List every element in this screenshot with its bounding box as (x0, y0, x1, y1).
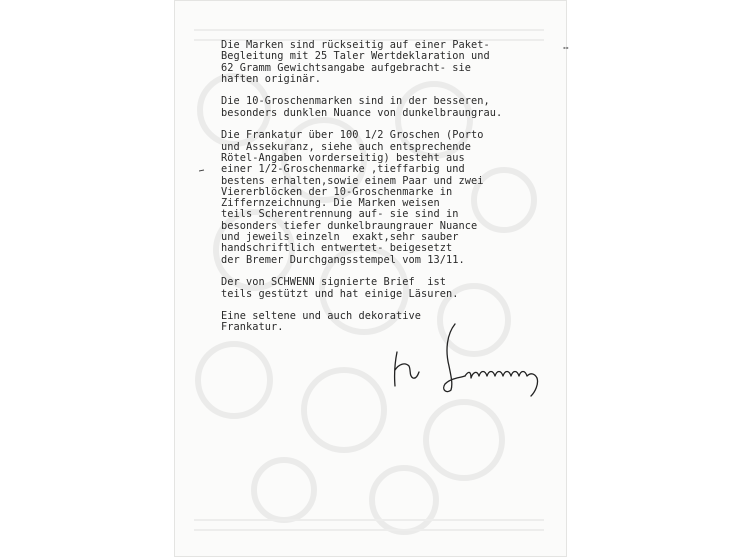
stray-ink-mark (199, 169, 205, 172)
letter-body (221, 40, 551, 345)
text-line: bestens erhalten,sowie einem Paar und zwei (221, 174, 484, 187)
text-line: der Bremer Durchgangsstempel vom 13/11. (221, 253, 465, 266)
text-line: handschriftlich entwertet- beigesetzt (221, 242, 453, 255)
text-line: Ziffernzeichnung. Die Marken weisen (221, 197, 440, 210)
text-line: und Assekuranz, siehe auch entsprechende (221, 140, 471, 153)
paragraph-1 (221, 40, 551, 85)
paragraph-2 (221, 96, 551, 119)
text-line: und jeweils einzeln exakt,sehr sauber (221, 231, 459, 244)
text-line: teils gestützt und hat einige Läsuren. (221, 287, 459, 300)
page-edge-mark: ▪▪ (563, 45, 569, 50)
text-line: einer 1/2-Groschenmarke ,tieffarbig und (221, 163, 465, 176)
paragraph-3 (221, 130, 551, 266)
paragraph-4 (221, 277, 551, 300)
text-line: 62 Gramm Gewichtsangabe aufgebracht- sie (221, 61, 471, 74)
text-line: haften originär. (221, 72, 321, 85)
text-line: Der von SCHWENN signierte Brief ist (221, 276, 446, 289)
text-line: Die Marken sind rückseitig auf einer Paket- (221, 39, 490, 51)
text-line: Die Frankatur über 100 1/2 Groschen (Porto (221, 129, 484, 142)
text-line: Die 10-Groschenmarken sind in der besseren, (221, 95, 490, 108)
text-line: Viererblöcken der 10-Groschenmarke in (221, 185, 453, 198)
text-line: besonders tiefer dunkelbraungrauer Nuance (221, 219, 478, 232)
text-line: Frankatur. (221, 321, 284, 334)
text-line: Rötel-Angaben vorderseitig) besteht aus (221, 151, 465, 164)
text-line: Eine seltene und auch dekorative (221, 310, 421, 323)
handwritten-signature-icon (385, 320, 545, 400)
text-line: besonders dunklen Nuance von dunkelbraungrau. (221, 106, 503, 119)
text-line: teils Scherentrennung auf- sie sind in (221, 208, 459, 221)
text-line: Begleitung mit 25 Taler Wertdeklaration und (221, 50, 490, 63)
